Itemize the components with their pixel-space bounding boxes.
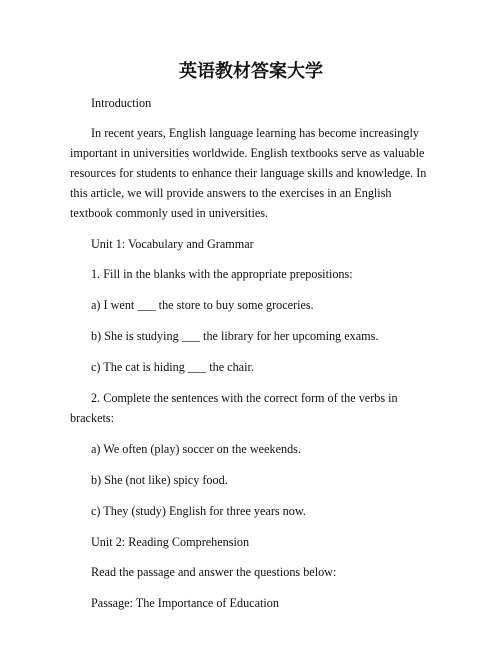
intro-paragraph: In recent years, English language learning has become increasingly important in universities worldwide. English textbooks serve as valuable resources for students to enhance their language skills and knowledge. In this article, we will provide answers to the exercises in an English textbook commonly used in universities. [70,126,427,220]
unit-2-heading: Unit 2: Reading Comprehension [91,535,250,549]
exercise-1-item-a: a) I went ___ the store to buy some groceries. [91,298,314,312]
exercise-1-item-b: b) She is studying ___ the library for her upcoming exams. [91,329,379,343]
passage-title: Passage: The Importance of Education [91,596,279,610]
exercise-1-item-c: c) The cat is hiding ___ the chair. [91,360,254,374]
exercise-2-item-a: a) We often (play) soccer on the weekends. [91,442,301,456]
unit-1-heading: Unit 1: Vocabulary and Grammar [91,237,254,251]
reading-instruction: Read the passage and answer the questions below: [91,565,337,579]
document-title: 英语教材答案大学 [179,61,323,82]
section-heading-introduction: Introduction [91,96,152,110]
exercise-2-instruction: 2. Complete the sentences with the correct form of the verbs in brackets: [70,391,398,425]
document-body [70,93,434,624]
exercise-1-instruction: 1. Fill in the blanks with the appropriate prepositions: [91,267,353,281]
exercise-2-item-b: b) She (not like) spicy food. [91,473,228,487]
exercise-2-item-c: c) They (study) English for three years now. [91,504,306,518]
